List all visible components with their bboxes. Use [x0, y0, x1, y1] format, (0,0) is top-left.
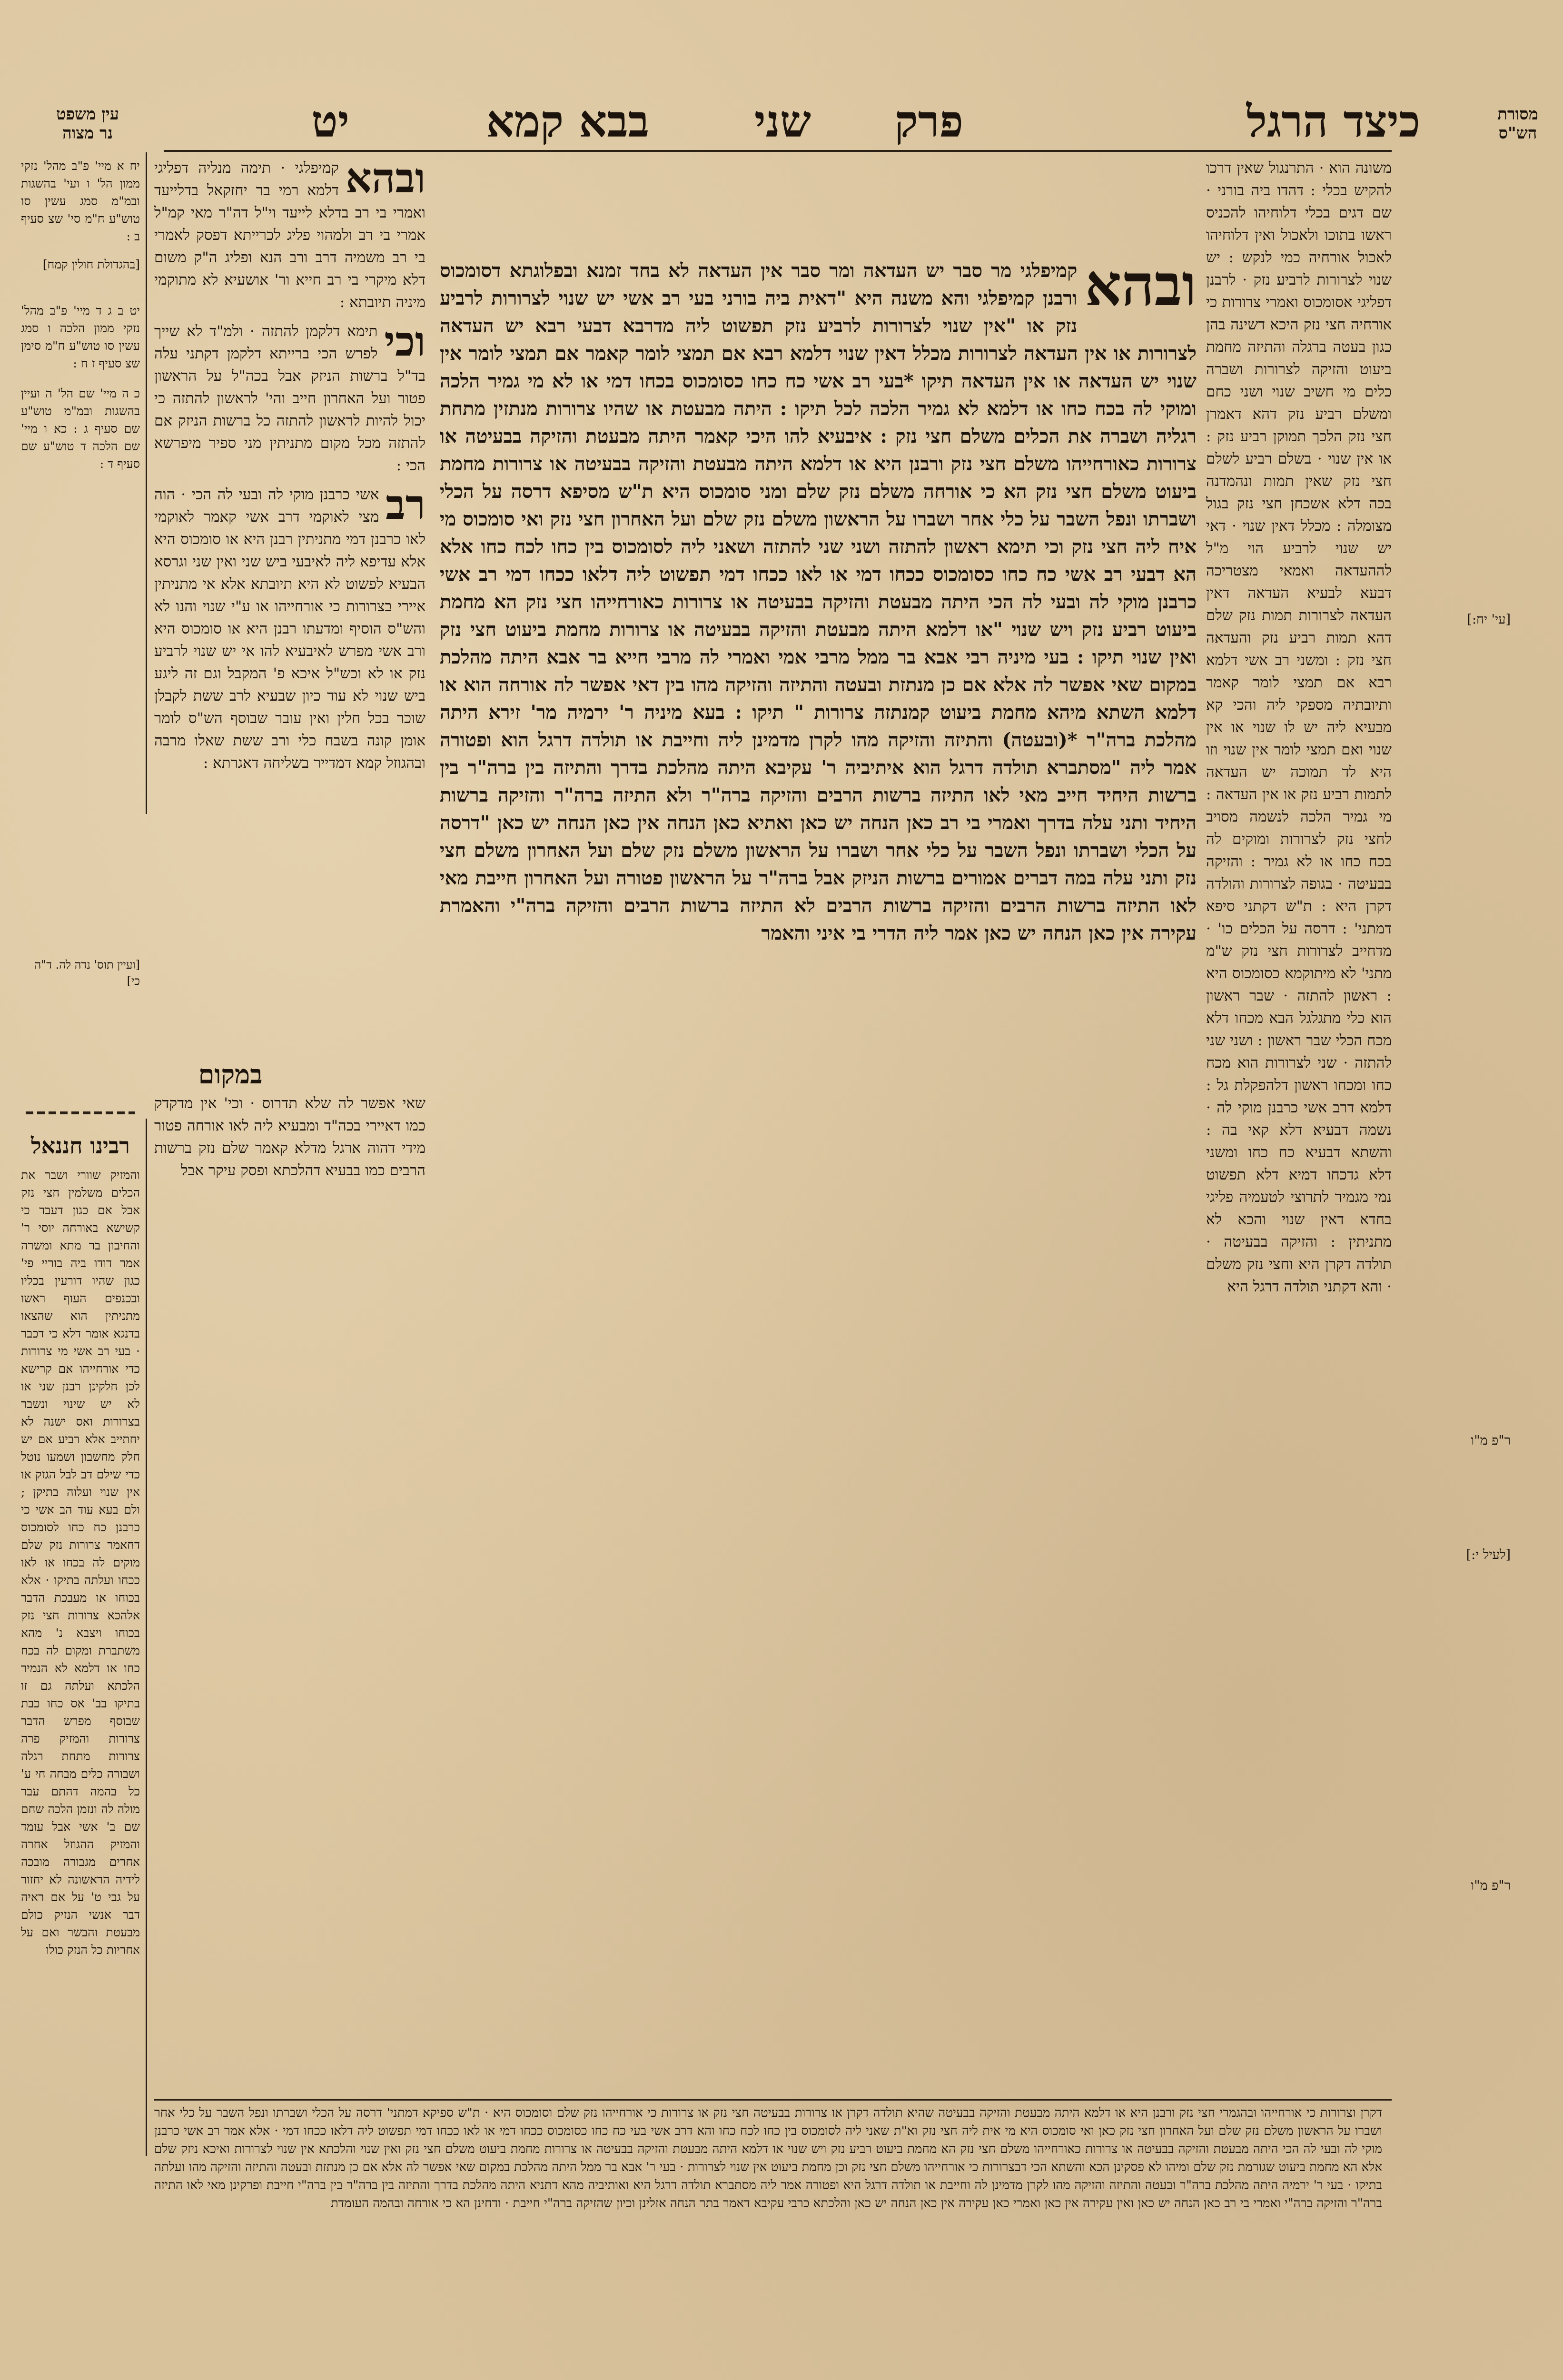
perek-label: פרק: [894, 96, 963, 147]
perek-number: שני: [754, 96, 811, 147]
ein-note-3: יט ב ג ד מיי' פ"ב מהל' נזקי ממון הלכה ו סמג עשין סו טוש"ע ח"מ סימן שצ סעיף ז ח :: [21, 304, 140, 370]
masoret-label-line1: מסורת: [1497, 105, 1538, 124]
header-rule: [164, 150, 1392, 152]
tosafot-text-2: תימא דלקמן להתזה · ולמ"ד לא שייך לפרש הכי ברייתא דלקמן דקתני עלה בד"ל ברשות הניזק אבל בכה"ל על הראשון פטור ועל האחרון חייב והי' לראשון להתזה כי יכול להיות לראשון להתזה כל ברשות הניזק אם להתזה מכל מקום מתניתין מני ספיר מיפרשא הכי :: [154, 323, 425, 474]
masoret-hashas-label: [1492, 105, 1544, 143]
left-margin-rule: [146, 152, 147, 814]
tosafot-column: [154, 157, 425, 1195]
ein-mishpat-notes: [21, 157, 140, 833]
chananel-separator: [26, 1111, 135, 1114]
ein-mishpat-line2: נר מצוה: [62, 124, 113, 143]
bemakom-title: במקום: [198, 1059, 263, 1090]
masoret-label-line2: הש"ס: [1498, 124, 1537, 143]
masoret-note-3: [לעיל י:]: [1466, 1547, 1511, 1562]
gemara-body: קמיפלגי מר סבר יש העדאה ומר סבר אין העדאה לא בחד זמנא ובפלוגתא דסומכוס ורבנן קמיפלגי והא משנה היא "דאית ביה בורני בעי רב אשי יש שנוי לצרורות לרביע נזק או "אין שנוי לצרורות לרביע נזק תפשוט ליה מדרבא דבעי רבא יש העדאה לצרורות או אין העדאה לצרורות מכלל דאין שנוי דלמא רבא אם תמצי לומר קאמר אם תמצי לומר אין שנוי יש העדאה או אין העדאה תיקו *בעי רב אשי כח כחו כסומכוס בכחו דמי או לא מי גמיר הלכה ומוקי לה בכח כחו או דלמא לא גמיר הלכה לכל תיקו : היתה מבעטת או שהיו צרורות מנתזין מתחת רגליה ושברה את הכלים משלם חצי נזק : איבעיא להו היכי קאמר היתה מבעטת והזיקה בבעיטה או צרורות כאורחייהו משלם חצי נזק ורבנן היא או דלמא היתה מבעטת והזיקה בבעיטה או צרורות מחמת ביעוט משלם חצי נזק הא כי אורחה משלם נזק שלם ומני סומכוס היא ת"ש מסיפא דרסה על הכלי ושברתו ונפל השבר על כלי אחר ושברו על הראשון משלם נזק שלם ועל האחרון חצי נזק ואי סומכוס מי איח ליה חצי נזק וכי תימא ראשון להתזה ושני שני להתזה ושאני ליה לסומכוס בין כחו לכח כחו אלא הא דבעי רב אשי כח כחו כסומכוס ככחו דמי או לאו ככחו דמי תפשוט ליה דלאו ככחו דמי רב אשי כרבנן מוקי לה ובעי לה הכי היתה מבעטת והזיקה בבעיטה או צרורות כאורחייהו חצי נזק הא מחמת ביעוט רביע נזק ויש שנוי "או דלמא היתה מבעטת והזיקה בבעיטה או צרורות מחמת ביעוט חצי נזק ואין שנוי תיקו : בעי מיניה רבי אבא בר ממל מרבי אמי ואמרי לה מרבי חייא בר אבא היתה מהלכת במקום שאי אפשר לה אלא אם כן מנתזת ובעטה והתיזה והזיקה מהו בין דאי אפשר לה אורחה הוא או דלמא השתא מיהא מחמת ביעוט קמנתזה צרורות " תיקו : בעא מיניה ר' ירמיה מר' זירא היתה מהלכת ברה"ר *(ובעטה) והתיזה והזיקה מהו לקרן מדמינן ליה וחייבת או תולדה דרגל הוא ופטורה אמר ליה "מסתברא תולדה דרגל הוא איתיביה ר' עקיבא היתה מהלכת בדרך והתיזה בין ברה"ר בין ברשות היחיד חייב מאי לאו התיזה ברשות הרבים והזיקה ברה"ר ולא התיזה ברה"ר והזיקה ברשות היחיד ותני עלה בדרך ואמרי בי רב כאן הנחה יש כאן ואתיא כאן הנחה אין כאן הנחה יש כאן "דרסה על הכלי ושברתו ונפל השבר על כלי אחר ושברו על הראשון משלם נזק שלם ועל האחרון משלם חצי נזק ותני עלה במה דברים אמורים ברשות הניזק אבל ברה"ר על הראשון פטורה ועל האחרון חייבת מאי לאו התיזה ברשות הרבים והזיקה ברשות הרבים לא התיזה ברשות הרבים והזיקה ברה"י והאמרת עקירה אין כאן הנחה יש כאן אמר ליה הדרי בי איני והאמר: [440, 259, 1197, 944]
ein-mishpat-label: [30, 105, 145, 143]
rabbenu-chananel-title: רבינו חננאל: [31, 1133, 130, 1159]
ein-note-5: [ועיין תוס' נדה לה. ד"ה כי]: [34, 958, 140, 988]
tosafot-opening-word: ובהא: [345, 157, 425, 202]
chananel-rule: [146, 1119, 147, 2156]
gemara-opening-word: ובהא: [1085, 257, 1197, 319]
ein-mishpat-line1: עין משפט: [56, 105, 119, 124]
masoret-note-2: ר"פ מ"ו: [1471, 1433, 1511, 1448]
folio-number: יט: [311, 96, 349, 147]
rabbenu-chananel-body: והמזיק שוורי ושבר את הכלים משלמין חצי נזק אבל אם כגון דעבד כי קשישא באורחה יוסי ר' והחיבון בר מתא ומשרה אמר דודו ביה בוריי פי' כגון שהיו דורעין בכליו ובכנפים העוף ראשו מתניתין הוא שהצאו בדנגא אומר דלא כי דכבר · בעי רב אשי מי צרורות כדי אורחייהו אם קרישא לכן חלקינן רבנן שני או לא יש שינוי ונשבר בצרורות ואס ישנה לא יחתייב אלא רביע אם יש חלק מחשבון ושמעו נוטל כדי שילם דב לבל הגזק או אין שנוי ועלוה בתיקן ; ולם בעא עוד הב אשי כי כרבנן כח כחו לסומכוס דחאמר צרורות נזק שלם מוקים לה בכחו או לאו ככחו ועלתה בתיקו · אלא בכוחו או מעבכת הדבר אלהכא צרורות חצי נזק בכוחו ויצבא נ' מהא משתברת ומקום לה בכח כחו או דלמא לא הנמיר הלכתא ועלתה גם זו בתיקו בב' אס כחו כבת שבוסף מפרש הדבר צרורות והמזיק פרה צרורות מתחת רגלה ושבורה כלים מבחה חי ע' כל בהמה דהתם עבר מולה לה ונזמן הלכה שחם שם ב' אשי אבל עומד והמזיק ההגוזל אחרה אחרים מגבורה מובכה לידיה הראשונה לא יחזור על גבי ט' על אם ראיה דבר אנשי הנזיק כולם מבעטת והבשר ואם על אחריות כל הנזק כולו: [21, 1168, 140, 1957]
ein-note-1: יח א מיי' פ"ב מהל' נזקי ממון הל' ו ועי' בהשגות ובמ"מ סמג עשין סו טוש"ע ח"מ סי' שצ סעיף ב :: [21, 159, 140, 243]
tosafot-column-4: [154, 1092, 425, 1226]
chapter-name: כיצד הרגל: [1246, 96, 1420, 147]
gemara-text: [440, 257, 1197, 2094]
footer-commentary-text: דקרן וצרורות כי אורחייהו ובהגמרי חצי נזק ורבנן היא או דלמא היתה מבעטת והזיקה בבעיטה שהיא תולדה דקרן או צרורות בבעיטה חצי נזק או צרורות כי אורחייהו נזק שלם וסומכוס היא · ת"ש ספיקא דמתני' דרסה על הכלי ושברתו ונפל השבר על כלי אחר ושברו על הראשון משלם נזק שלם ועל האחרון חצי נזק כאן ואי סומכוס היא מי אית ליה חצי נזק וא"ת שאני ליה לסומכוס בין כחו לכח כחו והא דרב אשי בעי כח כחו כסומכוס ככחו דמי או לאו ככחו דמי תפשוט ליה דלאו ככחו דמי · אלא אמר רב אשי כרבנן מוקי לה ובעי לה הכי היתה מבעטת והזיקה בבעיטה או צרורות כאורחייהו משלם חצי נזק הא מחמת ביעוט רביע נזק ויש שנוי או דלמא היתה מבעטת והזיקה בבעיטה או צרורות מחמת ביעוט משלם חצי נזק ואין שנוי והלכתא אין שנוי לצרורות ואיכא ניזק שלם אלא הא מחמת ביעוט שגורמת נזק שלם ומיהו לא פסקינן הכא והשתא הכי דבצרורות כי אורחייהו משלם חצי נזק וכן מחמת ביעוט אין שנוי לצרורות · בעי ר' אבא בר ממל היתה מהלכת במקום שאי אפשר לה אלא אם כן מנתזת ובעטה והתיזה והזיקה מהו ועלתה בתיקו · בעי ר' ירמיה היתה מהלכת ברה"ר ובעטה והתיזה והזיקה מהו לקרן מדמינן לה וחייבת או תולדה דרגל היא ופטורה אמר ליה מסתברא תולדה דרגל היא ואותיביה מהא דתניא היתה מהלכת בדרך והתיזה בין ברה"ר בין ברה"י חייבת ופרקינן מאי לאו התיזה ברה"ר והזיקה ברה"י ואמרי בי רב כאן הנחה יש כאן ואין עקירה אין כאן ואמרי כאן עקירה אין כאן הנחה יש כאן והלכתא כרבי עקיבא דאמר בתר הנחה אזלינן וכיון שהזיקה ברה"י חייבת · ודחינן הא כי אורחה ובהמה העומדת: [154, 2106, 1382, 2211]
rashi-text: משונה הוא · התרנגול שאין דרכו להקיש בכלי : דהדו ביה בורני · שם דגים בכלי דלוחיהו להכניס ראשו בתוכו ולאכול ואין דלוחיהו לאכול אורחיה כמי לנקש : יש שנוי לצרורות לרביע נזק · לרבנן דפליגי אסומכוס ואמרי צרורות כי אורחיה חצי נזק היכא דשינה בהן כגון בעטה ברגלה והתיזה מחמת ביעוט והזיקה לצרורות ושברה כלים מי חשיב שנוי ושני כחם ומשלם רביע נזק דהא דאמרן חצי נזק הלכך תמוקן רביע נזק : או אין שנוי · בשלם רביע לשלם חצי נזק שאין תמות ונהמדנה בכה דלא אשכחן חצי נזק בגול מצומלה : מכלל דאין שנוי · דאי יש שנוי לרביע הוי מ"ל לההעדאה ואמאי מצטריכה דבעא לבעיא העדאה דאין העדאה לצרורות תמות נזק שלם דהא תמות רביע נזק והעדאה חצי נזק : ומשני רב אשי דלמא רבא אם תמצי לומר קאמר ותיובתיה מספקי ליה והכי קא מבעיא ליה יש לו שנוי או אין שנוי ואם תמצי לומר אין שנוי וזו היא לד תמוכה יש העדאה לתמות רביע נזק או אין העדאה : מי גמיר הלכה לנשמה מסויב לחצי נזק לצרורות ומוקים לה בכח כחו או לא גמיר : והזיקה בבעיטה · בגופה לצרורות והולדה דקרן היא : ת"ש דקתני סיפא דמתני' : דרסה על הכלים כו' · מדחייב לצרורות חצי נזק ש"מ מתני' לא מיתוקמא כסומכוס היא : ראשון להתזה · שבר ראשון הוא כלי מתגלגל הבא מכחו דלא מכח הכלי שבר ראשון : ושני שני להתזה · שני לצרורות הוא מכח כחו ומכחו ראשון דלהפקלת גל : דלמא דרב אשי כרבנן מוקי לה · נשמה דבעיא דלא קאי בה : והשתא דבעיא כח כחו ומשני דלא גדכחו דמיא דלא תפשוט נמי מגמיר לתרוצי לטעמיה פליגי בחדא דאין שנוי והכא לא מתניתין : והזיקה בבעיטה · תולדה דקרן היא וחצי נזק משלם · והא דקתני תולדה דרגל היא: [1206, 159, 1392, 1295]
tosafot2-opening-word: וכי: [384, 317, 425, 366]
masoret-note-1: [עי' יח:]: [1467, 612, 1511, 627]
tosafot-text-3: אשי כרבנן מוקי לה ובעי לה הכי · הוה מצי לאוקמי דרב אשי קאמר לאוקמי לאו כרבנן דמי מתניתין רבנן היא או סומכוס היא אלא עדיפא ליה לאיבעי ביש שני ואין שני וגרסא הבעיא לפשוט לא היא תיובתא אלא אי מתניתין איירי בצרורות כי אורחייהו או ע"י שנוי והנו לא והש"ס הוסיף ומדעתו רבנן היא או סומכוס היא ורב אשי מפרש לאיבעיא להו אי יש שנוי לרביע נזק או לא וכש"ל איכא פ' המקבל וגם זה ליגע ביש שנוי לא עוד כיון שבעיא לרב ששת לקבלן שוכר בכל חלין ואין עובר שבוסף הש"ס לומר אומן קונה בשבח כלי ורב ששת שאלו מרבה ובהגוזל קמא דמדייר בשליחה דאגרתא :: [154, 486, 425, 772]
masoret-note-4: ר"פ מ"ו: [1471, 1878, 1511, 1893]
rabbenu-chananel-text: [21, 1166, 140, 2156]
footer-commentary: [154, 2104, 1382, 2380]
tractate-name: בבא קמא: [486, 96, 649, 147]
tosafot3-opening-word: רב: [386, 481, 425, 529]
tosafot-text-1: קמיפלגי · תימה מנליה דפליגי דלמא רמי בר יחזקאל בדלייעד ואמרי בי רב בדלא לייעד וי"ל דה"ר מאי קמ"ל אמרי בי רב ולמהוי פליג לכרייתא דפסק לאמרי בי רב משמיה דרב ורב הנא ופליג ה"ק משום דלא מיקרי בי רב חייא ור' אושעיא לא מתוקמי מיניה תיובתא :: [154, 159, 425, 311]
tosafot-text-4: שאי אפשר לה שלא תדרוס · וכי' אין מדקדק כמו דאיירי בכה"ד ומבעיא ליה לאו אורחה פטור מידי דהוה ארגל מדלא קאמר שלם נזק ברשות הרבים כמו בבעיא דהלכתא ופסק עיקר אבל: [154, 1095, 425, 1179]
ein-note-2: [בהגדולת חולין קמח]: [42, 258, 140, 271]
ein-note-4: כ ה מיי' שם הל' ה ועיין בהשגות ובמ"מ טוש"ע שם סעיף ג : כא ו מיי' שם הלכה ד טוש"ע שם סעיף ד :: [21, 387, 140, 471]
footer-top-rule: [154, 2099, 1392, 2101]
rashi-column: [1206, 157, 1392, 2075]
